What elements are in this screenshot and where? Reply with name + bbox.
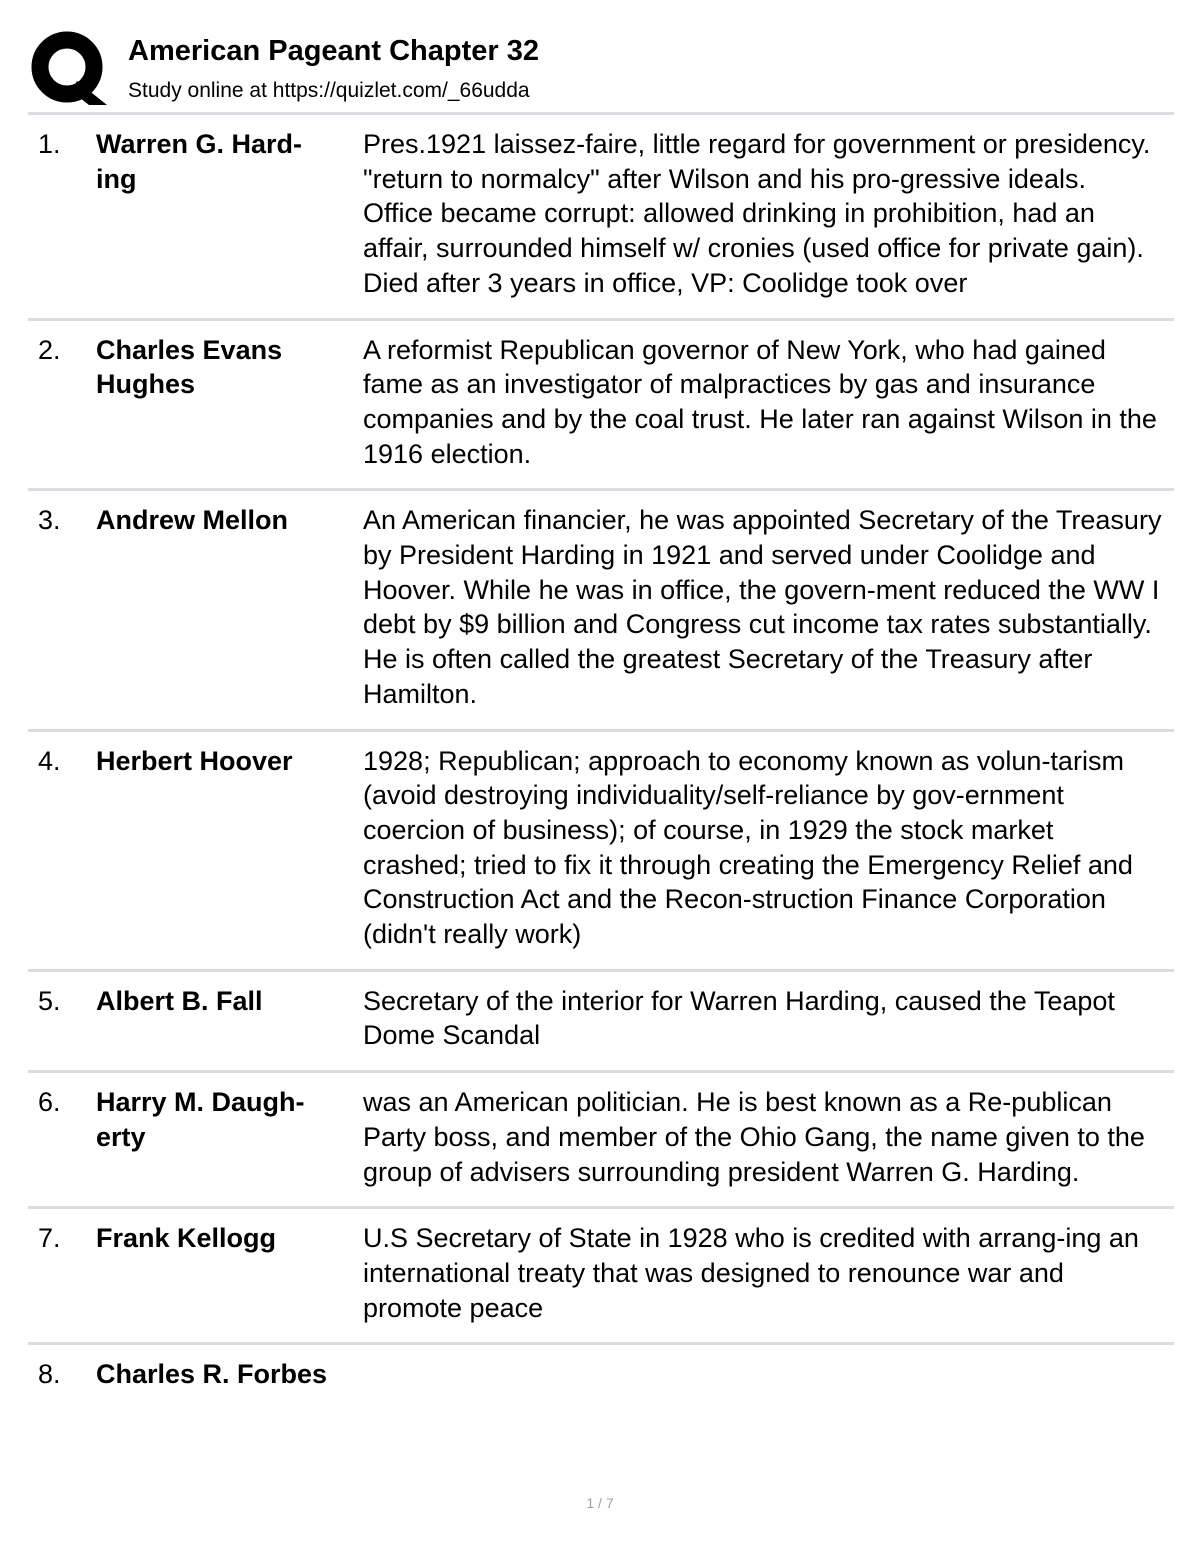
flashcard-row <box>28 491 1174 731</box>
card-term: Charles R. Forbes <box>96 1359 328 1390</box>
card-number: 2. <box>38 334 61 365</box>
card-term: Frank Kellogg <box>96 1223 277 1254</box>
flashcard-row <box>28 321 1174 492</box>
flashcard-row <box>28 115 1174 321</box>
card-definition: U.S Secretary of State in 1928 who is credited with arrang-ing an international treaty that was designed to renounce war and promote peace <box>363 1223 1139 1323</box>
flashcard-row <box>28 1209 1174 1345</box>
page-title: American Pageant Chapter 32 <box>128 35 539 67</box>
card-definition: Secretary of the interior for Warren Harding, caused the Teapot Dome Scandal <box>363 985 1115 1051</box>
flashcard-row <box>28 732 1174 972</box>
card-term: Herbert Hoover <box>96 745 293 776</box>
card-definition: Pres.1921 laissez-faire, little regard for government or presidency. "return to normalcy" after Wilson and his pro-gressive ideals. Office became corrupt: allowed drinking in prohibition, had an affair, surrounded himself w/ cronies (used office for private gain). Died after 3 years in office, VP: Coolidge took over <box>363 129 1151 298</box>
card-term: Andrew Mellon <box>96 505 289 536</box>
card-number: 6. <box>38 1087 61 1118</box>
flashcard-row <box>28 1345 1174 1409</box>
card-definition: A reformist Republican governor of New York, who had gained fame as an investigator of malpractices by gas and insurance companies and by the coal trust. He later ran against Wilson in the 1916 election. <box>363 334 1157 469</box>
card-term: Charles Evans Hughes <box>96 334 283 400</box>
page-header <box>28 28 1174 112</box>
card-definition: was an American politician. He is best known as a Re-publican Party boss, and member of the Ohio Gang, the name given to the group of advisers surrounding president Warren G. Harding. <box>363 1087 1145 1187</box>
study-link[interactable]: Study online at https://quizlet.com/_66udda <box>128 79 530 102</box>
flashcard-row <box>28 1073 1174 1209</box>
card-number: 5. <box>38 985 61 1016</box>
card-term: Warren G. Hard-ing <box>96 129 303 194</box>
card-number: 7. <box>38 1223 61 1254</box>
quizlet-logo-icon <box>31 31 107 107</box>
card-number: 4. <box>38 745 61 776</box>
page-number: 1 / 7 <box>586 1495 614 1511</box>
card-number: 3. <box>38 505 61 536</box>
card-definition: 1928; Republican; approach to economy known as volun-tarism (avoid destroying individuality/self-reliance by gov-ernment coercion of business); of course, in 1929 the stock market crashed; tried to fix it through creating the Emergency Relief and Construction Act and the Recon-struction Finance Corporation (didn't really work) <box>363 745 1133 950</box>
card-number: 8. <box>38 1359 61 1390</box>
flashcard-list <box>28 115 1174 1409</box>
card-definition: An American financier, he was appointed Secretary of the Treasury by President Harding in 1921 and served under Coolidge and Hoover. While he was in office, the govern-ment reduced the WW I debt by $9 billion and Congress cut income tax rates substantially. He is often called the greatest Secretary of the Treasury after Hamilton. <box>363 505 1162 709</box>
card-term: Albert B. Fall <box>96 985 263 1016</box>
card-term: Harry M. Daugh-erty <box>96 1087 305 1152</box>
card-number: 1. <box>38 129 61 159</box>
flashcard-row <box>28 972 1174 1073</box>
